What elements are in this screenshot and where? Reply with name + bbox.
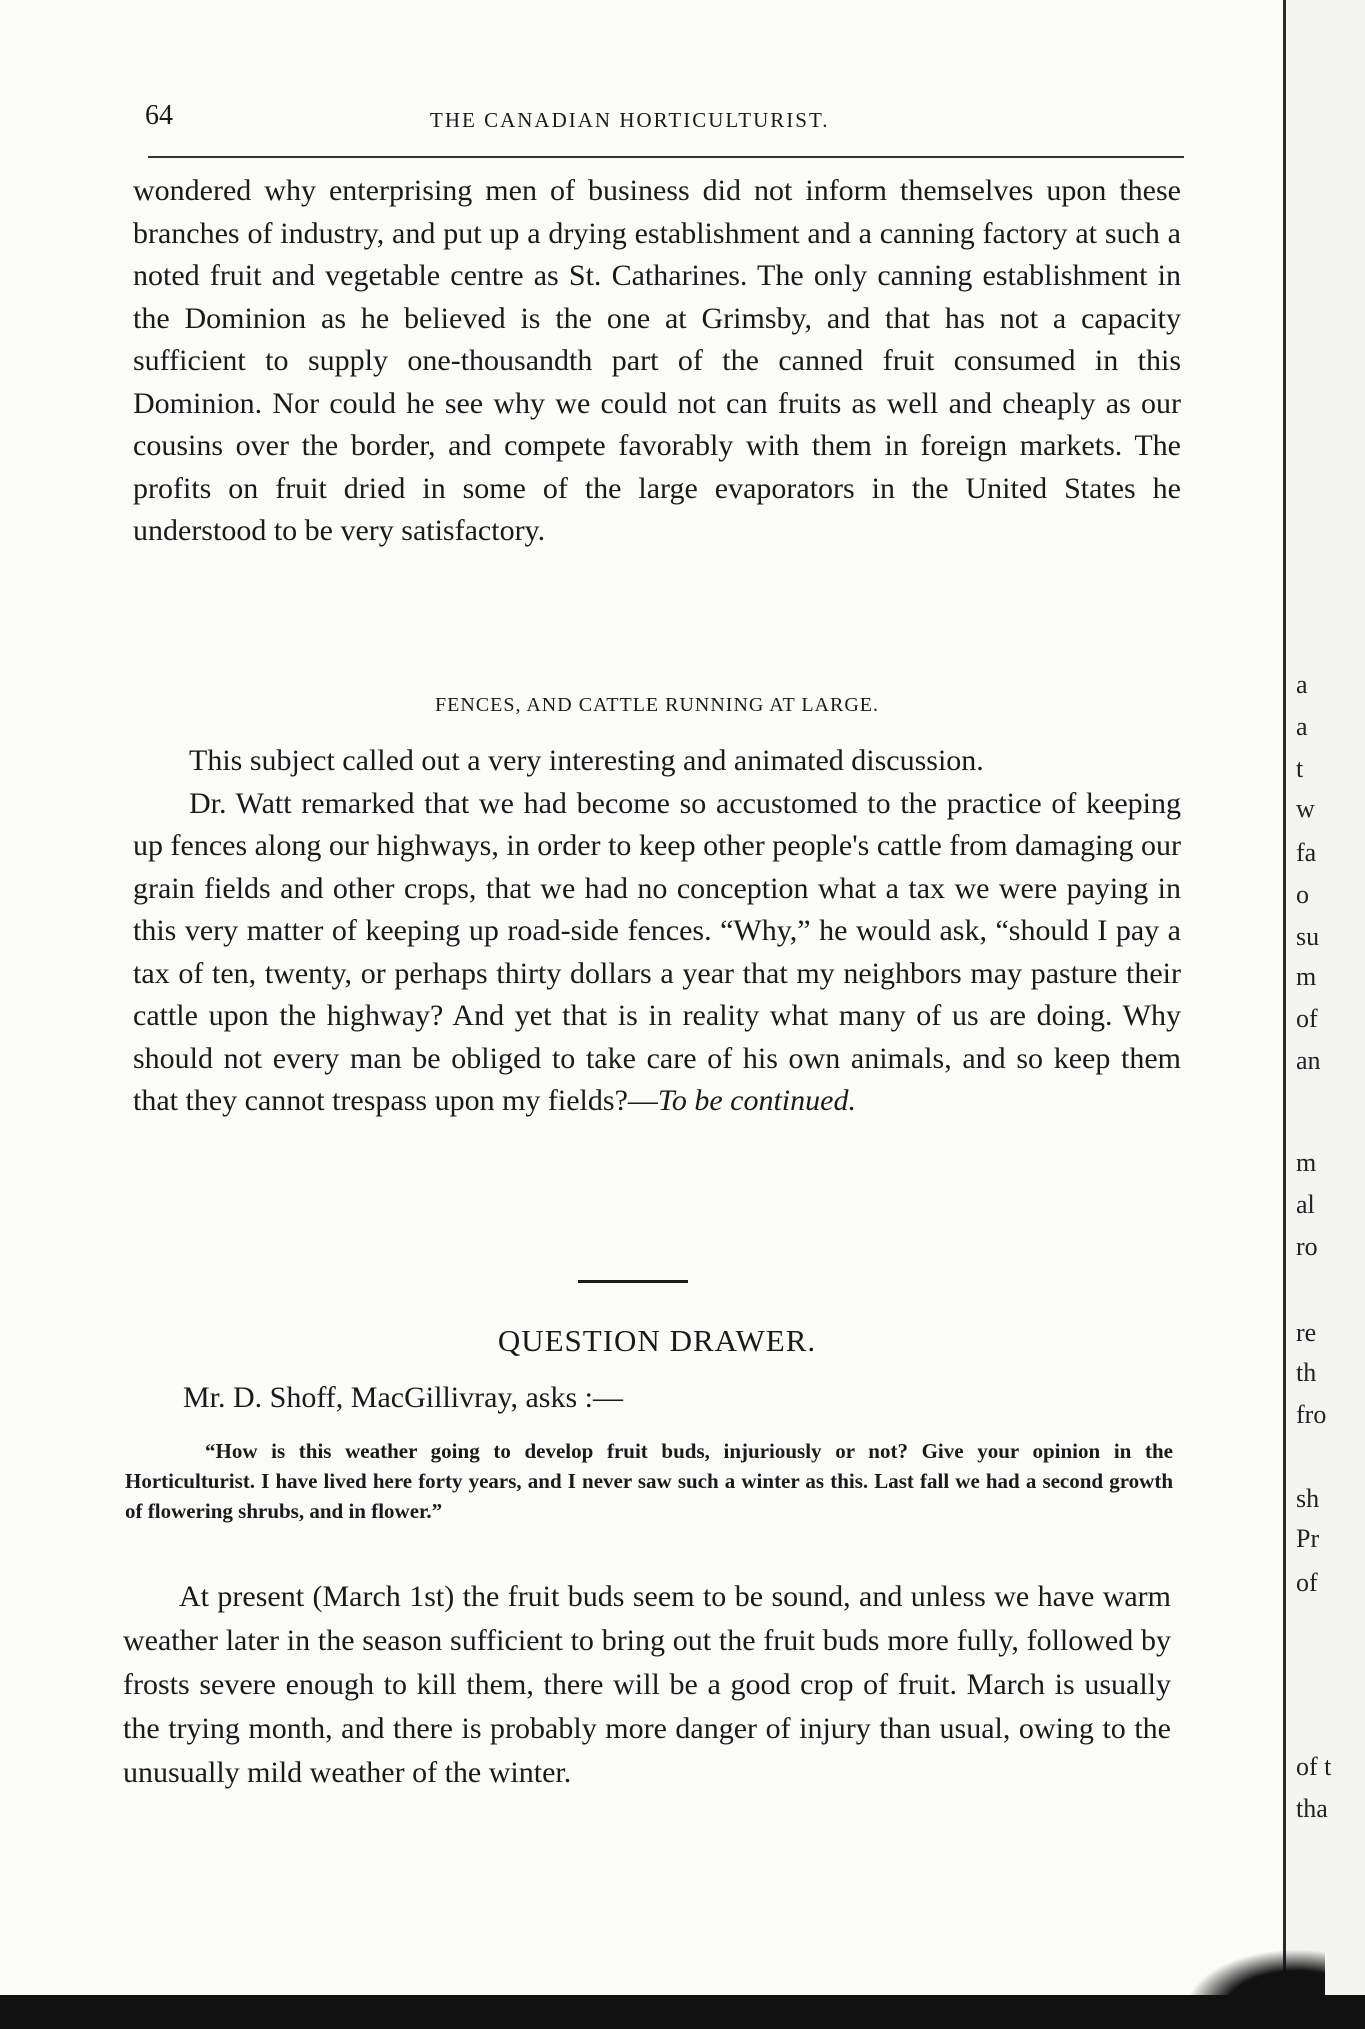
- facing-page-fragment: w: [1296, 794, 1315, 823]
- journal-title: THE CANADIAN HORTICULTURIST.: [430, 108, 830, 132]
- running-head: [145, 100, 1183, 140]
- facing-page-fragment: re: [1296, 1318, 1317, 1347]
- facing-page-fragment: fro: [1296, 1400, 1327, 1429]
- facing-page-fragment: of: [1296, 1568, 1318, 1597]
- facing-page-fragment: th: [1296, 1358, 1317, 1387]
- facing-page-fragment: tha: [1296, 1794, 1328, 1823]
- continued-article: [133, 170, 1181, 553]
- answer-paragraph: At present (March 1st) the fruit buds seem to be sound, and unless we have warm weather later in the season sufficient to bring out the fruit buds more fully, followed by frosts severe enough to kill them, there will be a good crop of fruit. March is usually the trying month, and there is probably more danger of injury than usual, owing to the unusually mild weather of the winter.: [123, 1580, 1171, 1789]
- fences-paragraph-2: [133, 783, 1181, 1123]
- facing-page-fragment: a: [1296, 670, 1308, 699]
- page-corner-curl: [1185, 1949, 1325, 2009]
- section-divider: [578, 1280, 688, 1283]
- facing-page-fragment: m: [1296, 1148, 1317, 1177]
- facing-page-fragment: of: [1296, 1004, 1318, 1033]
- facing-page-fragment: sh: [1296, 1484, 1320, 1513]
- fences-section: [133, 740, 1181, 1123]
- facing-page-fragment: a: [1296, 712, 1308, 741]
- fences-paragraph-1: This subject called out a very interesting and animated discussion.: [189, 744, 984, 777]
- facing-page-fragment: of t: [1296, 1752, 1332, 1781]
- facing-page-fragment: al: [1296, 1190, 1315, 1219]
- facing-page-fragment: m: [1296, 962, 1317, 991]
- facing-page-fragment: ro: [1296, 1232, 1318, 1261]
- facing-page-fragment: Pr: [1296, 1524, 1320, 1553]
- question-text: “How is this weather going to develop fruit buds, injuriously or not? Give your opinion in the Horticulturist. I have lived here forty years, and I never saw such a winter as this. Last fall we had a second growth of flowering shrubs, and in flower.”: [125, 1439, 1173, 1523]
- facing-page-edge: [1286, 0, 1365, 2029]
- question-drawer-heading: QUESTION DRAWER.: [497, 1323, 817, 1358]
- answer-section: [123, 1575, 1171, 1795]
- continued-paragraph: wondered why enterprising men of business did not inform themselves upon these branches of industry, and put up a drying establishment and a canning factory at such a noted fruit and vegetable centre as St. Catharines. The only canning establishment in the Dominion as he believed is the one at Grimsby, and that has not a capacity sufficient to supply one-thousandth part of the canned fruit consumed in this Dominion. Nor could he see why we could not can fruits as well and cheaply as our cousins over the border, and compete favorably with them in foreign markets. The profits on fruit dried in some of the large evaporators in the United States he understood to be very satisfactory.: [133, 174, 1181, 547]
- question-asker: Mr. D. Shoff, MacGillivray, asks :—: [183, 1381, 623, 1414]
- fences-paragraph-2-text: Dr. Watt remarked that we had become so accustomed to the practice of keeping up fences along our highways, in order to keep other people's cattle from damaging our grain fields and other crops, that we had no conception what a tax we were paying in this very matter of keeping up road-side fences. “Why,” he would ask, “should I pay a tax of ten, twenty, or perhaps thirty dollars a year that my neighbors may pasture their cattle upon the highway? And yet that is in reality what many of us are doing. Why should not every man be obliged to take care of his own animals, and so keep them that they cannot trespass upon my fields?—: [133, 786, 1181, 1117]
- scan-bottom-shadow: [0, 1995, 1365, 2029]
- facing-page-fragment: an: [1296, 1046, 1321, 1075]
- fences-heading: FENCES, AND CATTLE RUNNING AT LARGE.: [435, 694, 879, 716]
- facing-page-fragment: o: [1296, 880, 1309, 909]
- to-be-continued-note: To be continued.: [657, 1084, 856, 1117]
- facing-page-fragment: su: [1296, 922, 1320, 951]
- page-number: 64: [145, 100, 173, 131]
- header-rule: [148, 156, 1184, 158]
- facing-page-fragment: fa: [1296, 838, 1317, 867]
- facing-page-fragment: t: [1296, 754, 1304, 783]
